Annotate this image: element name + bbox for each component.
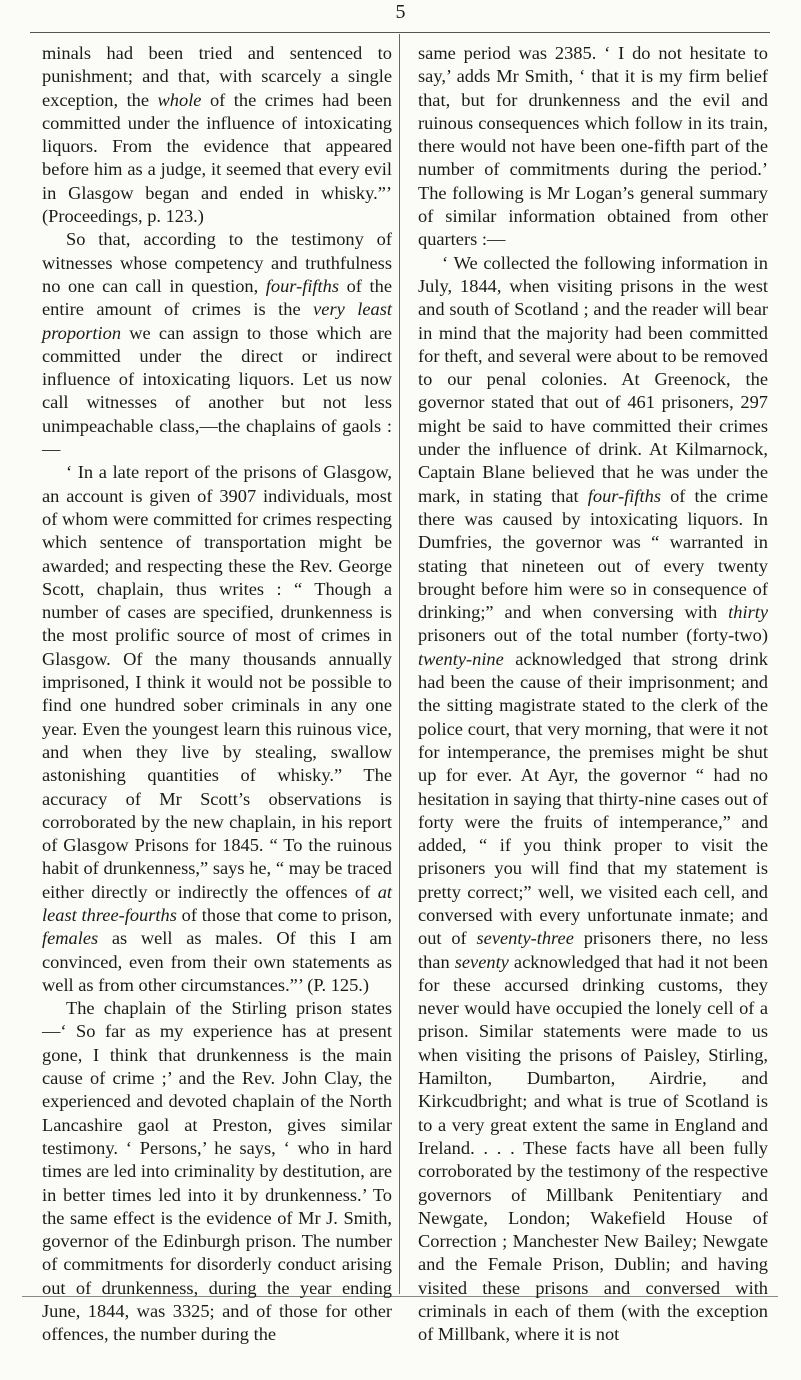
italic-text: four-fifths xyxy=(265,275,340,296)
text-run: of the crimes had been committed under the influence of intoxicating liquors. From the evidence that appeared before him as a judge, it seemed that every evil in Glasgow began and ended in whisky.”’ (Proceedings, p. 123.) xyxy=(42,89,392,227)
text-run: as well as males. Of this I am convinced, even from their own statements as well as from other circumstances.”’ (P. 125.) xyxy=(42,928,392,995)
italic-text: four-fifths xyxy=(587,485,661,506)
left-column xyxy=(42,42,392,1347)
paragraph xyxy=(42,997,392,1346)
italic-text: whole xyxy=(157,89,202,110)
italic-text: females xyxy=(42,928,99,949)
paragraph xyxy=(418,42,768,252)
italic-text: seventy-three xyxy=(476,928,574,949)
text-run: acknowledged that strong drink had been the cause of their imprisonment; and the sitting magistrate stated to the clerk of the police court, that very morning, that were it not for intemperance, the premises might be shut up for ever. At Ayr, the governor “ had no hesitation in saying that thirty-nine cases out of forty were the fruits of intemperance,” and added, “ if you think proper to visit the prisoners you will find that my statement is pretty correct;” well, we visited each cell, and conversed with every unfortunate inmate; and out of xyxy=(418,648,768,949)
text-run: acknowledged that had it not been for these accursed drinking customs, they never would have occupied the lonely cell of a prison. Similar statements were made to us when visiting the prisons of Paisley, Stirling, Hamilton, Dumbarton, Airdrie, and Kirkcudbright; and what is true of Scotland is to a very great extent the same in England and Ireland. . . . These facts have all been fully corroborated by the testimony of the respective governors of Millbank Penitentiary and Newgate, London; Wakefield House of Correction ; Manchester New Bailey; Newgate and the Female Prison, Dublin; and having visited these prisons and conversed with criminals in each of them (with the exception of Millbank, where it is not xyxy=(418,951,768,1345)
column-divider xyxy=(399,34,400,1294)
paragraph xyxy=(418,252,768,1347)
italic-text: seventy xyxy=(454,951,509,972)
italic-text: thirty xyxy=(728,602,768,623)
text-run: prisoners out of the total number (forty-two) xyxy=(418,625,768,646)
text-run: of those that come to prison, xyxy=(176,904,392,925)
text-run: we can assign to those which are committed under the direct or indirect influence of intoxicating liquors. Let us now call witnesses of another but not less unimpeachable class,—the chaplains of gaols :— xyxy=(42,322,392,460)
text-run: prisoners there, no less than xyxy=(418,928,768,972)
page-number: 5 xyxy=(395,1,406,23)
top-rule xyxy=(30,32,770,33)
text-run: of the crime there was caused by intoxicating liquors. In Dumfries, the governor was “ warranted in stating that nineteen out of every twenty brought before him were so in consequence of drinking;” and when conversing with xyxy=(418,485,768,623)
italic-text: twenty-nine xyxy=(418,648,504,669)
paragraph xyxy=(42,42,392,228)
italic-text: very least proportion xyxy=(42,299,393,343)
text-run: The chaplain of the Stirling prison states —‘ So far as my experience has at present gone, I think that drunkenness is the main cause of crime ;’ and the Rev. John Clay, the experienced and devoted chaplain of the North Lancashire gaol at Preston, gives similar testimony. ‘ Persons,’ he says, ‘ who in hard times are led into criminality by destitution, are in better times led into it by drunkenness.’ To the same effect is the evidence of Mr J. Smith, governor of the Edinburgh prison. The number of commitments for disorderly conduct arising out of drunkenness, during the year ending June, 1844, was 3325; and of those for other offences, the number during the xyxy=(42,998,392,1345)
text-run: minals had been tried and sentenced to punishment; and that, with scarcely a single exception, the xyxy=(42,43,392,110)
text-run: same period was 2385. ‘ I do not hesitate to say,’ adds Mr Smith, ‘ that it is my firm belief that, but for drunkenness and the evil and ruinous consequences which follow in its train, there would not have been one-fifth part of the number of commitments during the period.’ The following is Mr Logan’s general summary of similar information obtained from other quarters :— xyxy=(418,43,768,250)
paragraph xyxy=(42,461,392,997)
paragraph xyxy=(42,228,392,461)
text-run: So that, according to the testimony of witnesses whose competency and truthfulness no one can call in question, xyxy=(42,229,392,296)
text-run: ‘ We collected the following information in July, 1844, when visiting prisons in the west and south of Scotland ; and the reader will bear in mind that the majority had been committed for theft, and several were about to be removed to our penal colonies. At Greenock, the governor stated that out of 461 prisoners, 297 might be said to have committed their crimes under the influence of drink. At Kilmarnock, Captain Blane believed that he was under the mark, in stating that xyxy=(418,252,768,506)
text-run: of the entire amount of crimes is the xyxy=(42,275,392,320)
right-column xyxy=(418,42,768,1347)
text-run: ‘ In a late report of the prisons of Glasgow, an account is given of 3907 individuals, most of whom were committed for crimes respecting which sentence of transportation might be awarded; and respecting these the Rev. George Scott, chaplain, thus writes : “ Though a number of cases are specified, drunkenness is the most prolific source of most of crimes in Glasgow. Of the many thousands annually imprisoned, I think it would not be possible to find one hundred sober criminals in any one year. Even the youngest learn this ruinous vice, and when they live by stealing, swallow astonishing quantities of whisky.” The accuracy of Mr Scott’s observations is corroborated by the new chaplain, in his report of Glasgow Prisons for 1845. “ To the ruinous habit of drunkenness,” says he, “ may be traced either directly or indirectly the offences of xyxy=(42,462,392,902)
italic-text: at least three-fourths xyxy=(42,881,392,925)
